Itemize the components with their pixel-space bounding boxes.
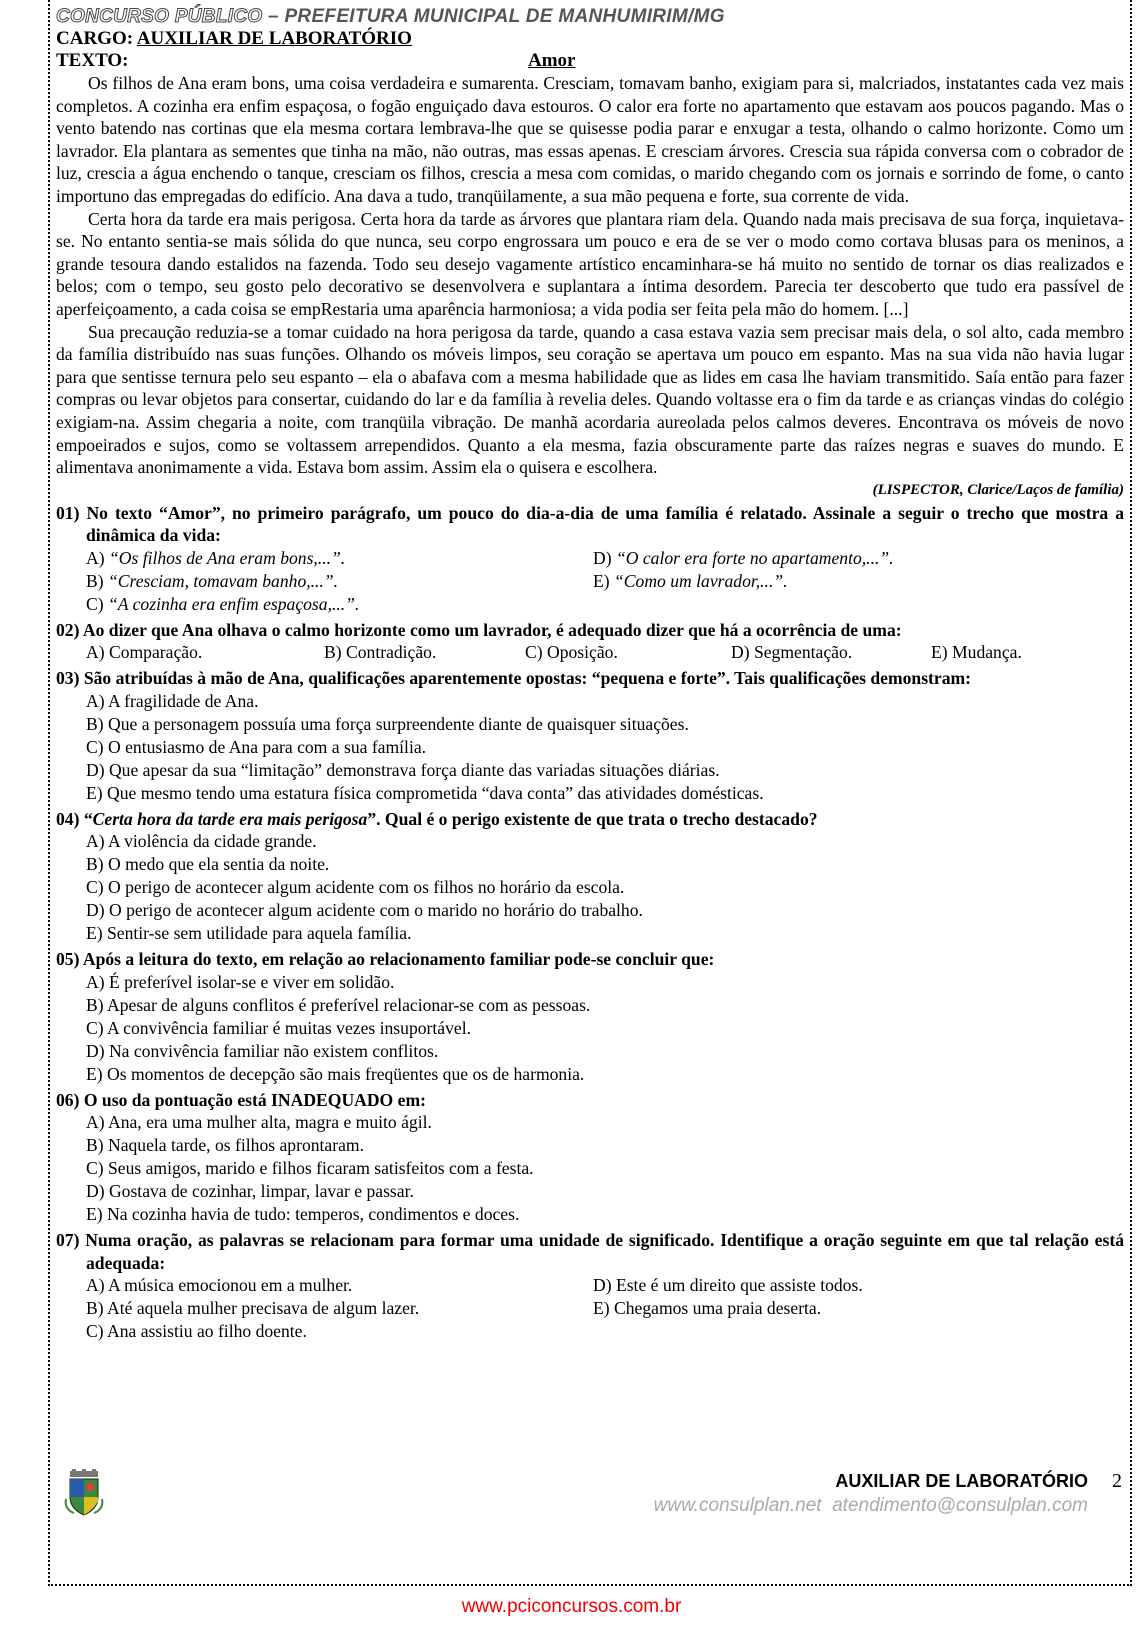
question-01-text: 01) No texto “Amor”, no primeiro parágrafo, um pouco do dia-a-dia de uma família é relatado. Assinale a seguir o trecho que mostra a dinâmica da vida: xyxy=(56,502,1124,546)
question-04-quote: Certa hora da tarde era mais perigosa xyxy=(92,808,368,829)
pciconcursos-link[interactable]: www.pciconcursos.com.br xyxy=(461,1596,682,1617)
option-d[interactable] xyxy=(593,547,1124,570)
question-03-options xyxy=(56,690,1124,805)
prefeitura-label: – PREFEITURA MUNICIPAL DE MANHUMIRIM/MG xyxy=(262,6,725,27)
option-text: “O calor era forte no apartamento,...”. xyxy=(615,547,894,568)
question-05-options xyxy=(56,971,1124,1086)
question-07 xyxy=(56,1229,1124,1343)
question-05 xyxy=(56,948,1124,1086)
question-04-options xyxy=(56,830,1124,945)
text-source: (LISPECTOR, Clarice/Laços de família) xyxy=(872,481,1124,498)
option-c[interactable]: C) O perigo de acontecer algum acidente com os filhos no horário da escola. xyxy=(86,877,625,898)
option-text: “Como um lavrador,...”. xyxy=(614,570,788,591)
option-a[interactable]: A) É preferível isolar-se e viver em solidão. xyxy=(86,971,395,992)
question-06 xyxy=(56,1089,1124,1227)
page-footer xyxy=(56,1463,1124,1563)
option-label: E) xyxy=(593,570,615,591)
question-03 xyxy=(56,667,1124,805)
option-label: A) xyxy=(86,547,109,568)
option-a[interactable]: A) A música emocionou em a mulher. xyxy=(86,1275,353,1296)
cargo-line xyxy=(56,28,1124,50)
option-b[interactable]: B) Que a personagem possuía uma força surpreendente diante de quaisquer situações. xyxy=(86,713,689,734)
coat-of-arms-icon xyxy=(64,1469,104,1517)
text-paragraph-2: Certa hora da tarde era mais perigosa. Certa hora da tarde as árvores que plantara riam dela. Quando nada mais precisava de sua força, inquietava-se. No entanto sentia-se mais sólida do que nunca, seu corpo engrossara um pouco e era de se ver o modo como cortava blusas para os meninos, a grande tesoura dando estalidos na fazenda. Todo seu desejo vagamente artístico encaminhara-se há muito no sentido de tornar os dias realizados e belos; com o tempo, seu gosto pelo decorativo se desenvolvera e suplantara a íntima desordem. Parecia ter descoberto que tudo era passível de aperfeiçoamento, a cada coisa se empRestaria uma aparência harmoniosa; a vida podia ser feita pela mão do homem. [...] xyxy=(56,208,1124,319)
option-b[interactable] xyxy=(86,570,593,593)
page-number: 2 xyxy=(1112,1470,1122,1492)
option-e[interactable]: E) Que mesmo tendo uma estatura física comprometida “dava conta” das atividades domésticas. xyxy=(86,782,764,803)
option-text: “Cresciam, tomavam banho,...”. xyxy=(108,570,339,591)
question-05-text: 05) Após a leitura do texto, em relação ao relacionamento familiar pode-se concluir que: xyxy=(56,949,715,970)
option-c[interactable]: C) Seus amigos, marido e filhos ficaram satisfeitos com a festa. xyxy=(86,1158,534,1179)
option-e[interactable]: E) Mudança. xyxy=(931,642,1022,663)
question-01-options xyxy=(56,547,1124,616)
option-c[interactable] xyxy=(86,593,593,616)
option-a[interactable]: A) Ana, era uma mulher alta, magra e muito ágil. xyxy=(86,1112,432,1133)
option-c[interactable]: C) Ana assistiu ao filho doente. xyxy=(86,1321,307,1342)
option-a[interactable]: A) A violência da cidade grande. xyxy=(86,831,317,852)
option-a[interactable]: A) Comparação. xyxy=(86,642,203,663)
cargo-value: AUXILIAR DE LABORATÓRIO xyxy=(136,28,412,49)
option-d[interactable]: D) Gostava de cozinhar, limpar, lavar e passar. xyxy=(86,1181,414,1202)
text-paragraph-3: Sua precaução reduzia-se a tomar cuidado na hora perigosa da tarde, quando a casa estava vazia sem precisar mais dela, o sol alto, cada membro da família distribuído nas suas funções. Olhando os móveis limpos, seu coração se apertava um pouco em espanto. Mas na sua vida não havia lugar para que sentisse ternura pelo seu espanto – ela o abafava com a mesma habilidade que as lides em casa lhe haviam transmitido. Saía então para fazer compras ou levar objetos para consertar, cuidando do lar e da família à revelia deles. Quando voltasse era o fim da tarde e as crianças vindas do colégio exigiam-na. Assim chegaria a noite, com tranqüila vibração. De manhã acordaria aureolada pelos calmos deveres. Encontrava os móveis de novo empoeirados e sujos, como se voltassem arrependidos. Quanto a ela mesma, fazia obscuramente parte das raízes negras e suaves do mundo. E alimentava anonimamente a vida. Estava bom assim. Assim ela o quisera e escolhera. xyxy=(56,321,1124,478)
question-02-options xyxy=(56,641,1124,664)
option-c[interactable]: C) Oposição. xyxy=(525,642,618,663)
option-e[interactable]: E) Chegamos uma praia deserta. xyxy=(593,1298,822,1319)
question-02-text: 02) Ao dizer que Ana olhava o calmo horizonte como um lavrador, é adequado dizer que há a ocorrência de uma: xyxy=(56,619,902,640)
question-06-options xyxy=(56,1111,1124,1226)
question-06-text: 06) O uso da pontuação está INADEQUADO em: xyxy=(56,1089,426,1110)
option-b[interactable]: B) O medo que ela sentia da noite. xyxy=(86,854,330,875)
exam-page xyxy=(56,6,1124,1343)
question-04-prefix: 04) “ xyxy=(56,808,93,829)
option-label: C) xyxy=(86,593,108,614)
option-b[interactable]: B) Apesar de alguns conflitos é preferível relacionar-se com as pessoas. xyxy=(86,994,591,1015)
footer-links: www.consulplan.net atendimento@consulplan.com xyxy=(653,1495,1088,1516)
option-text: “Os filhos de Ana eram bons,...”. xyxy=(108,547,346,568)
option-label: D) xyxy=(593,547,616,568)
texto-label: TEXTO: xyxy=(56,50,129,71)
question-03-text: 03) São atribuídas à mão de Ana, qualificações aparentemente opostas: “pequena e forte”. Tais qualificações demonstram: xyxy=(56,668,972,689)
option-c[interactable]: C) O entusiasmo de Ana para com a sua família. xyxy=(86,736,427,757)
option-d[interactable]: D) Na convivência familiar não existem conflitos. xyxy=(86,1040,439,1061)
question-04 xyxy=(56,808,1124,946)
option-b[interactable]: B) Até aquela mulher precisava de algum lazer. xyxy=(86,1298,420,1319)
text-title: Amor xyxy=(528,50,576,71)
option-e[interactable]: E) Os momentos de decepção são mais freqüentes que os de harmonia. xyxy=(86,1063,585,1084)
question-01 xyxy=(56,502,1124,616)
option-b[interactable]: B) Contradição. xyxy=(324,642,437,663)
question-02 xyxy=(56,619,1124,665)
concurso-label: CONCURSO PÚBLICO xyxy=(56,6,263,27)
question-07-text: 07) Numa oração, as palavras se relacionam para formar uma unidade de significado. Identifique a oração seguinte em que tal relação está adequada: xyxy=(56,1230,1124,1273)
option-d[interactable]: D) Este é um direito que assiste todos. xyxy=(593,1275,863,1296)
cargo-label: CARGO: xyxy=(56,28,137,49)
question-04-text xyxy=(56,808,1124,831)
footer-cargo-title: AUXILIAR DE LABORATÓRIO xyxy=(835,1471,1088,1491)
texto-row xyxy=(56,50,1124,72)
option-b[interactable]: B) Naquela tarde, os filhos aprontaram. xyxy=(86,1135,364,1156)
option-e[interactable] xyxy=(593,570,1124,593)
option-d[interactable]: D) Segmentação. xyxy=(731,642,853,663)
option-d[interactable]: D) Que apesar da sua “limitação” demonstrava força diante das variadas situações diárias. xyxy=(86,759,720,780)
option-c[interactable]: C) A convivência familiar é muitas vezes insuportável. xyxy=(86,1017,471,1038)
option-label: B) xyxy=(86,570,108,591)
option-e[interactable]: E) Sentir-se sem utilidade para aquela família. xyxy=(86,923,412,944)
text-paragraph-1: Os filhos de Ana eram bons, uma coisa verdadeira e sumarenta. Cresciam, tomavam banho, exigiam para si, malcriados, instatantes cada vez mais completos. A cozinha era enfim espaçosa, o fogão enguiçado dava estouros. O calor era forte no apartamento que estavam aos poucos pagando. Mas o vento batendo nas cortinas que ela mesma cortara lembrava-lhe que se quisesse podia parar e enxugar a testa, olhando o calmo horizonte. Como um lavrador. Ela plantara as sementes que tinha na mão, não outras, mas essas apenas. E cresciam árvores. Crescia sua rápida conversa com o cobrador de luz, crescia a água enchendo o tanque, cresciam os filhos, crescia a mesa com comidas, o marido chegando com os jornais e sorrindo de fome, o canto importuno das empregadas do edifício. Ana dava a tudo, tranqüilamente, a sua mão pequena e forte, sua corrente de vida. xyxy=(56,73,1124,206)
option-a[interactable]: A) A fragilidade de Ana. xyxy=(86,690,259,711)
option-e[interactable]: E) Na cozinha havia de tudo: temperos, condimentos e doces. xyxy=(86,1204,520,1225)
option-a[interactable] xyxy=(86,547,593,570)
question-04-suffix: ”. Qual é o perigo existente de que trata o trecho destacado? xyxy=(367,808,818,829)
question-07-options xyxy=(56,1274,1124,1343)
exam-header xyxy=(56,6,1124,28)
option-d[interactable]: D) O perigo de acontecer algum acidente com o marido no horário do trabalho. xyxy=(86,900,643,921)
option-text: “A cozinha era enfim espaçosa,...”. xyxy=(108,593,360,614)
